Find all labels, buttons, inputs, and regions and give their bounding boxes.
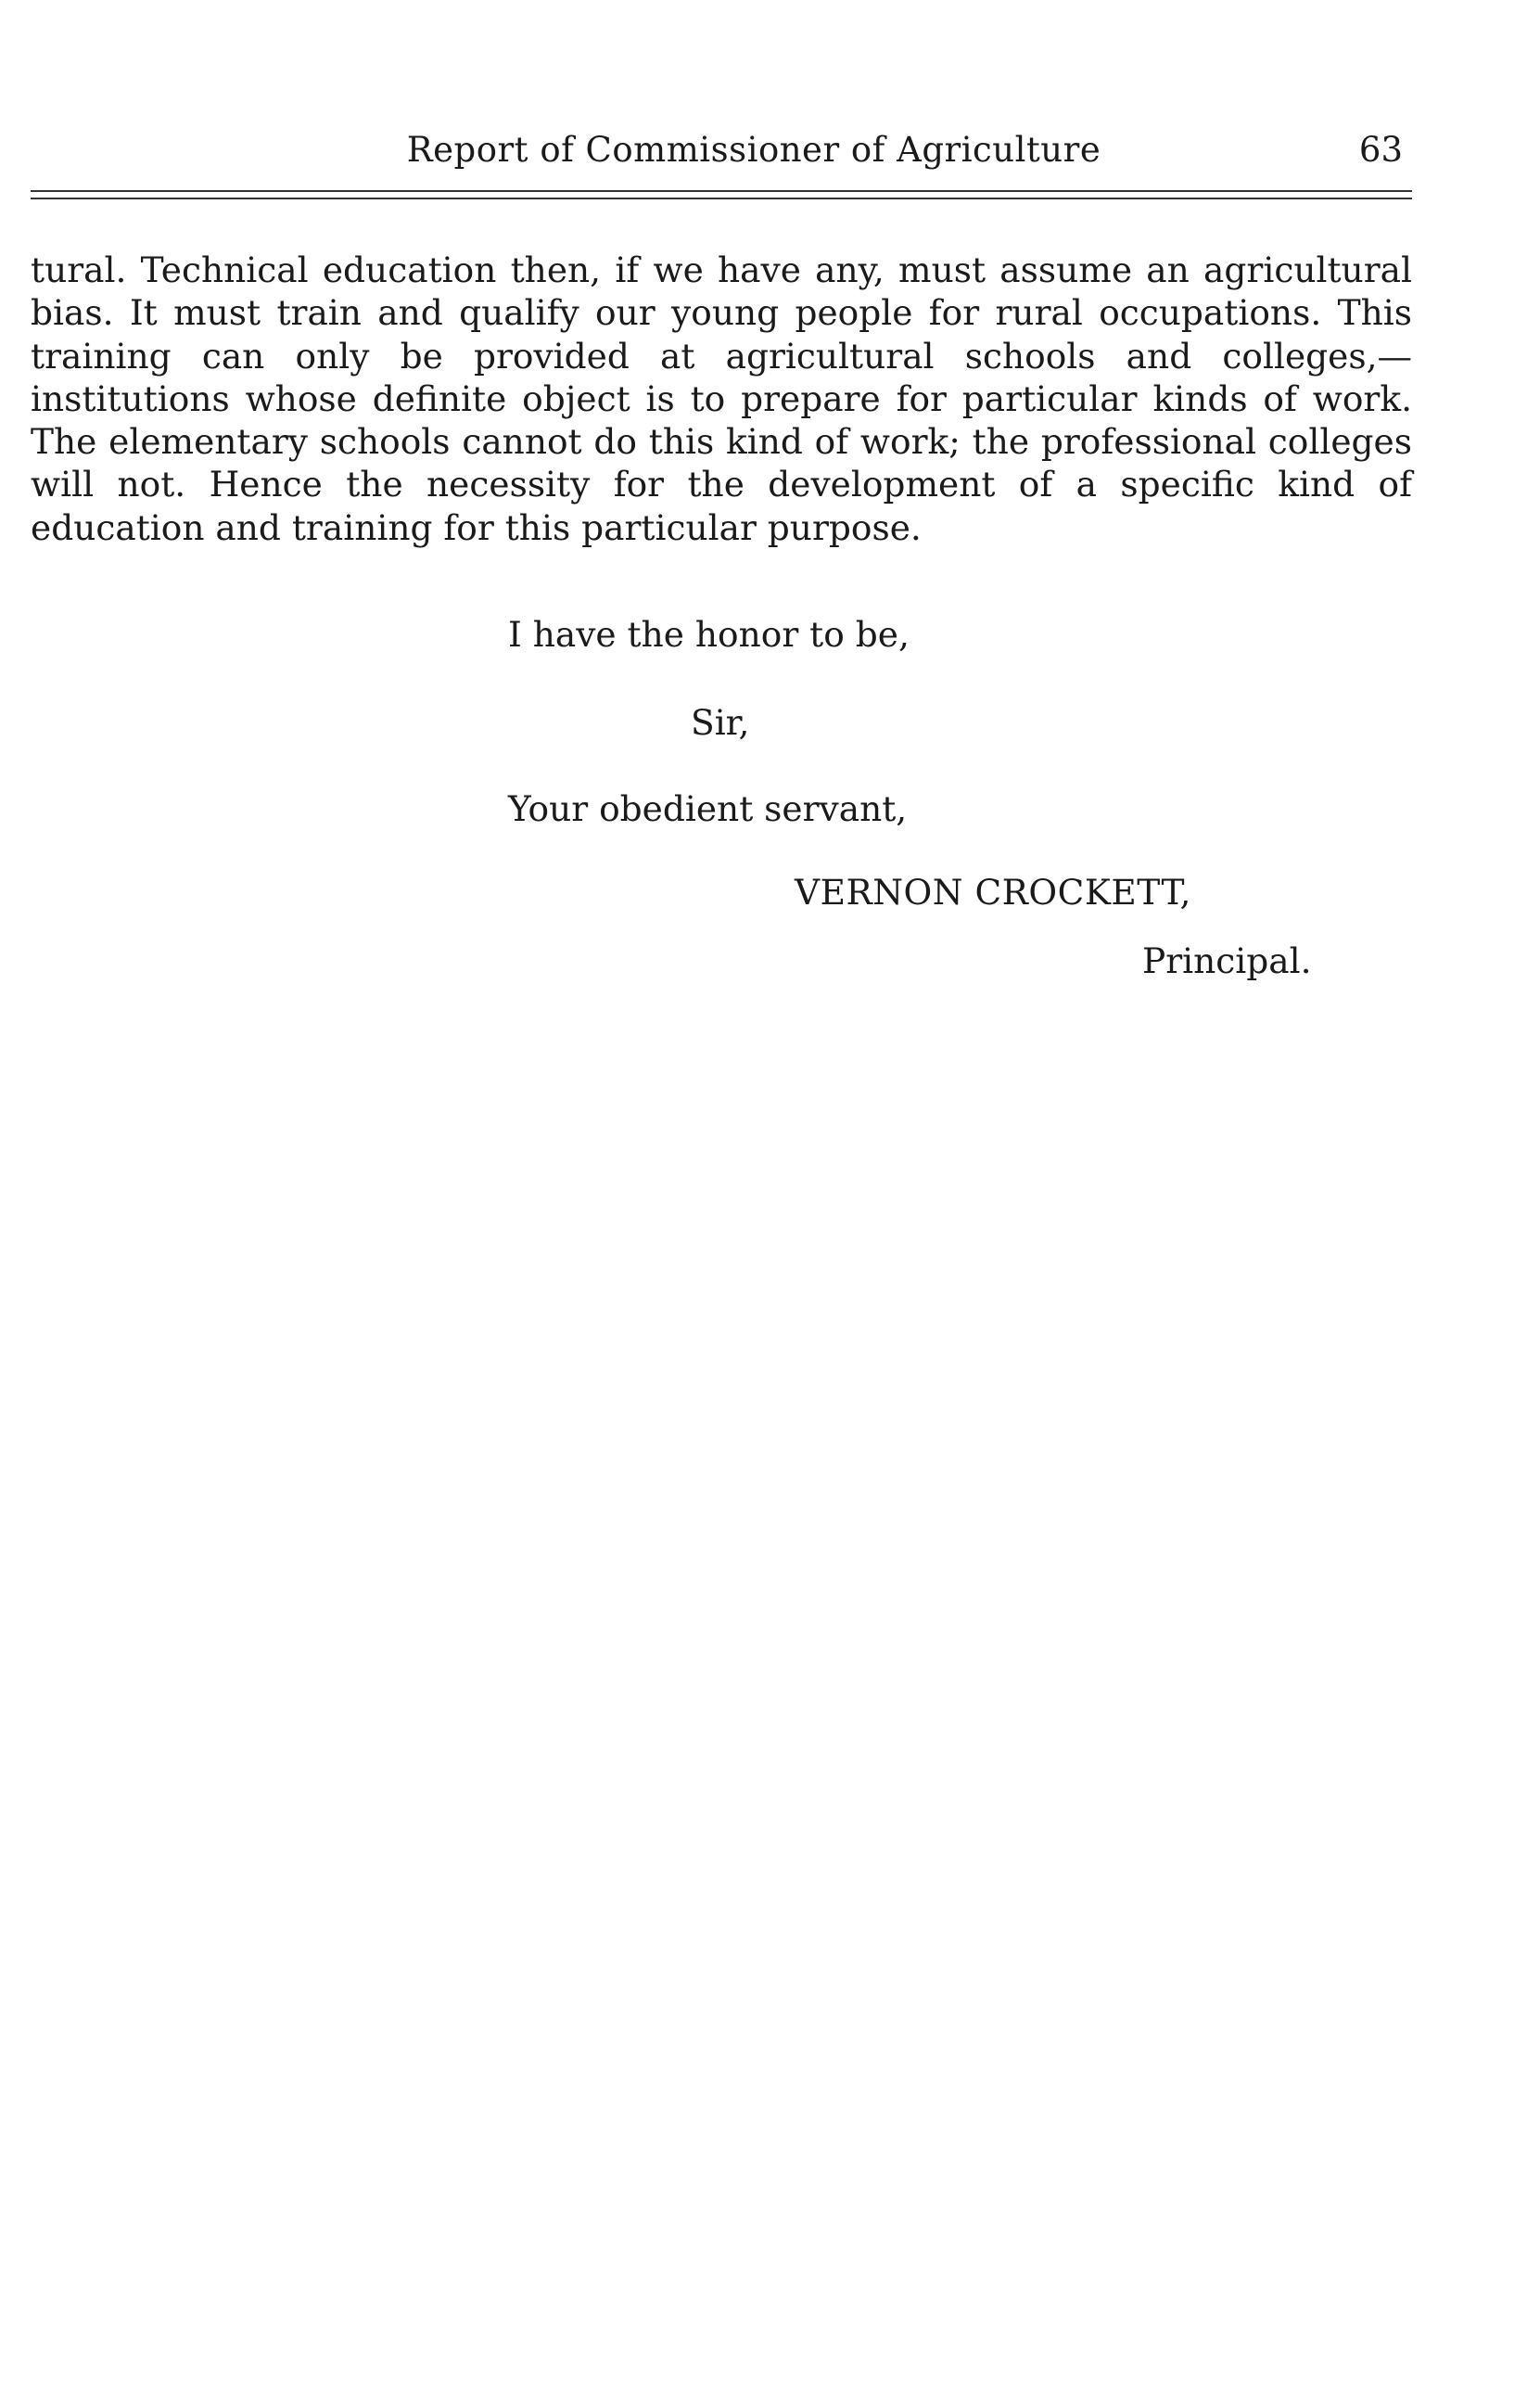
signature-title: Principal. xyxy=(1142,940,1312,981)
closing-valediction: Your obedient servant, xyxy=(508,788,908,829)
header-rule-bottom xyxy=(31,198,1412,199)
running-title: Report of Commissioner of Agriculture xyxy=(406,130,1101,170)
closing-honor-line: I have the honor to be, xyxy=(508,614,910,655)
page-number: 63 xyxy=(1358,130,1403,170)
body-paragraph: tural. Technical education then, if we have any, must assume an agricultural bias. It must train and qualify our young people for rural occupations. This training can only be provided at agricultural schools and colleges,—institutions whose definite object is to prepare for particular kinds of work. The elementary schools cannot do this kind of work; the professional colleges will not. Hence the necessity for the development of a specific kind of education and training for this particular purpose. xyxy=(31,249,1412,548)
header-rule-top xyxy=(31,190,1412,192)
closing-salutation: Sir, xyxy=(691,702,750,743)
signature-name: VERNON CROCKETT, xyxy=(795,872,1191,913)
running-header xyxy=(31,130,1412,176)
